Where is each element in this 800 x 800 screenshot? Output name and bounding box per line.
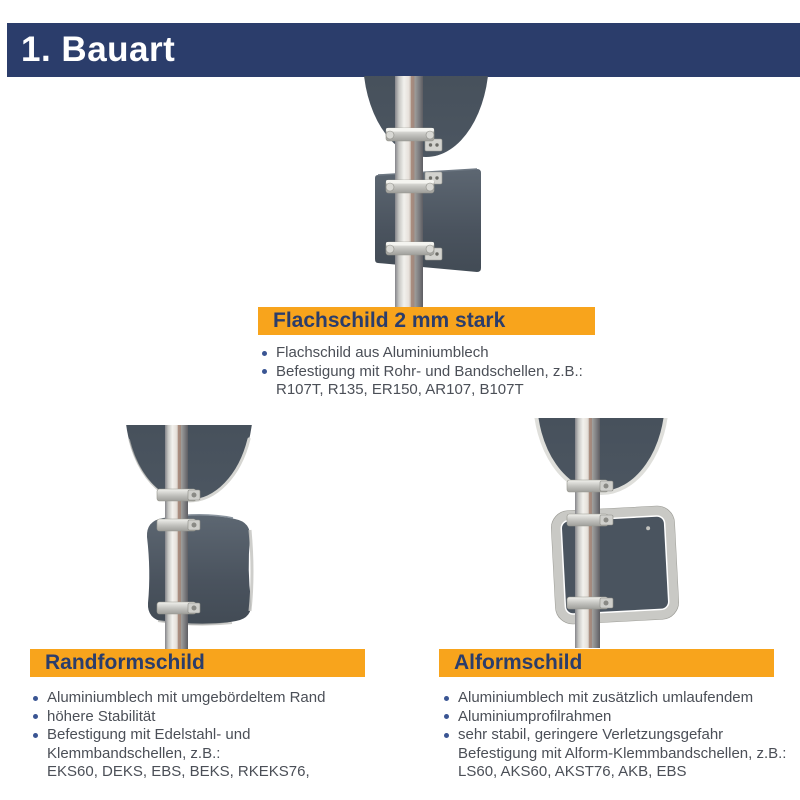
band-clamp xyxy=(386,242,434,255)
list-item xyxy=(444,745,794,764)
list-item xyxy=(33,745,393,764)
list-item-text: Befestigung mit Edelstahl- und xyxy=(47,726,251,743)
list-item-text: Aluminiumprofilrahmen xyxy=(458,707,612,725)
section-heading-alformschild: Alformschild xyxy=(439,649,774,677)
bullet-dot xyxy=(444,714,449,719)
list-item xyxy=(33,763,393,782)
photo-randformschild xyxy=(100,425,355,650)
list-item xyxy=(444,763,794,782)
list-item xyxy=(33,689,393,708)
list-item-text: Flachschild aus Aluminiumblech xyxy=(276,344,489,361)
bullet-dot xyxy=(444,696,449,701)
section-heading-randformschild: Randformschild xyxy=(30,649,365,677)
list-item-text: LS60, AKS60, AKST76, AKB, EBS xyxy=(458,763,687,780)
section-heading-flachschild: Flachschild 2 mm stark xyxy=(258,307,595,335)
photo-flachschild xyxy=(278,76,548,308)
list-item-text: Aluminiumblech mit umgebördeltem Rand xyxy=(47,689,326,706)
band-clamp xyxy=(567,480,613,492)
list-item xyxy=(262,363,607,382)
list-item xyxy=(444,726,794,745)
band-clamp xyxy=(567,597,613,609)
list-item xyxy=(444,689,794,708)
list-item-text: höhere Stabilität xyxy=(47,707,156,725)
list-item xyxy=(262,381,607,400)
list-item-text: Klemmbandschellen, z.B.: xyxy=(47,744,221,762)
bullet-dot xyxy=(33,733,38,738)
bullet-dot xyxy=(444,733,449,738)
band-clamp xyxy=(567,514,613,526)
bullet-dot xyxy=(262,351,267,356)
list-item xyxy=(444,708,794,727)
list-item-text: Befestigung mit Alform-Klemmbandschellen, z.B.: xyxy=(458,744,787,762)
list-item-text: Aluminiumblech mit zusätzlich umlaufendem xyxy=(458,689,754,706)
band-clamp xyxy=(386,180,434,193)
sign-post xyxy=(575,418,600,648)
bullet-dot xyxy=(33,714,38,719)
list-item xyxy=(262,344,607,363)
list-item xyxy=(33,726,393,745)
bullet-dot xyxy=(262,369,267,374)
list-item-text: sehr stabil, geringere Verletzungsgefahr xyxy=(458,726,724,743)
photo-alformschild xyxy=(490,418,745,648)
band-clamp xyxy=(157,602,200,614)
band-clamp xyxy=(157,489,200,501)
bullet-list-flachschild xyxy=(262,344,607,400)
list-item xyxy=(33,708,393,727)
band-clamp xyxy=(157,519,200,531)
sign-post xyxy=(165,425,188,650)
band-clamp xyxy=(386,128,434,141)
page-title: 1. Bauart xyxy=(7,23,800,77)
list-item-text: Befestigung mit Rohr- und Bandschellen, z.B.: xyxy=(276,362,583,380)
bullet-list-alformschild xyxy=(444,689,794,782)
bullet-dot xyxy=(33,696,38,701)
bullet-list-randformschild xyxy=(33,689,393,782)
list-item-text: R107T, R135, ER150, AR107, B107T xyxy=(276,381,524,398)
list-item-text: EKS60, DEKS, EBS, BEKS, RKEKS76, xyxy=(47,763,310,780)
